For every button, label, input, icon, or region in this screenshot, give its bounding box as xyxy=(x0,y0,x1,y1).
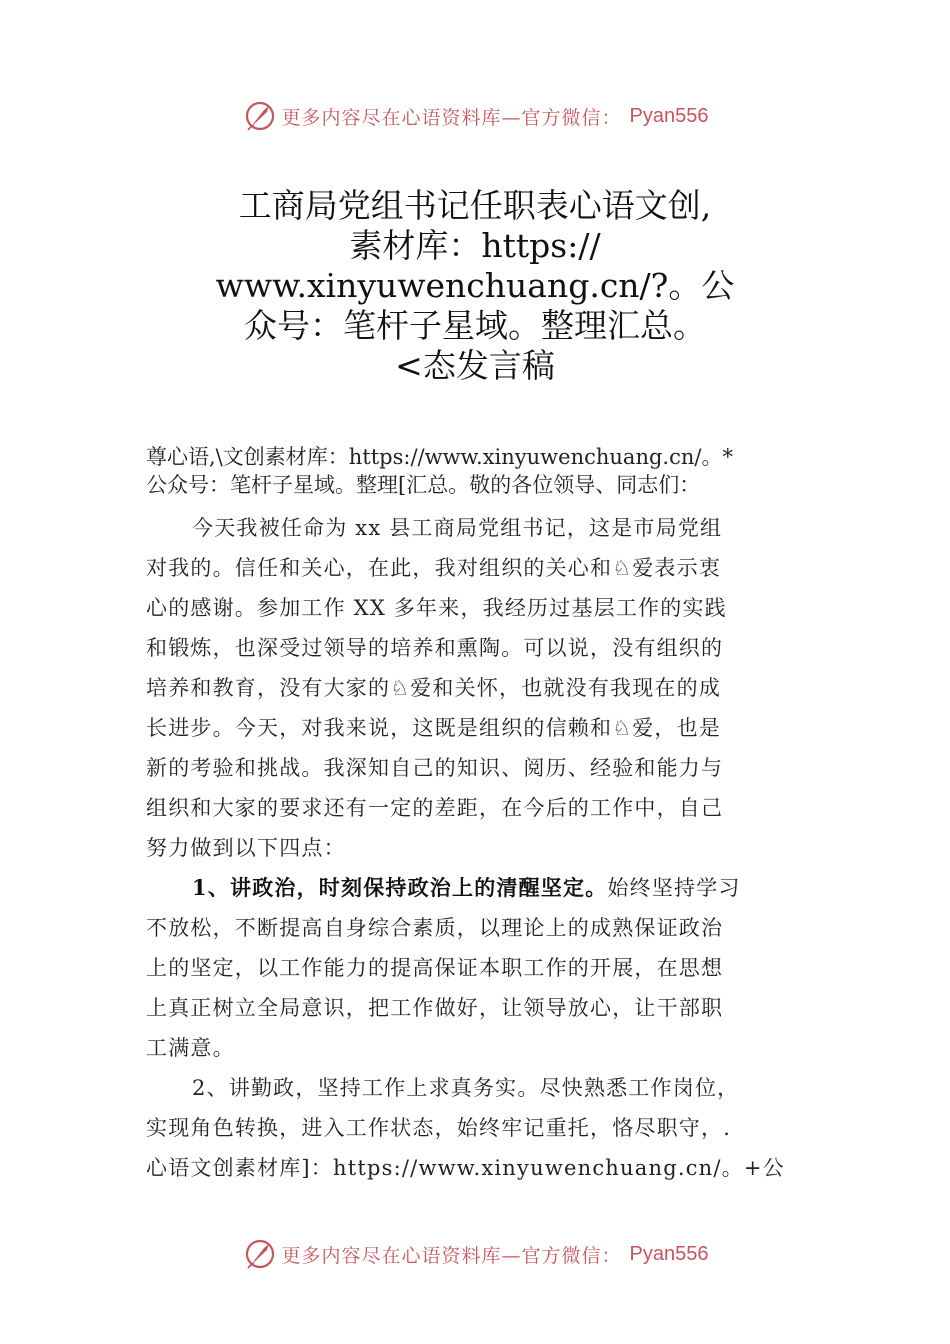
salutation-line: 公众号：笔杆子星域。整理[汇总。敬的各位领导、同志们： xyxy=(146,473,701,497)
paragraph-line: 实现角色转换，进入工作状态，始终牢记重托，恪尽职守，. xyxy=(146,1116,732,1140)
paragraph-3 xyxy=(146,1068,826,1188)
banner-wechat-id: Pyan556 xyxy=(629,1242,709,1265)
title-line: www.xinyuwenchuang.cn/?。公 xyxy=(215,266,735,305)
salutation xyxy=(146,443,826,499)
paragraph-line: 不放松，不断提高自身综合素质，以理论上的成熟保证政治 xyxy=(146,916,724,940)
paragraph-line: 和锻炼，也深受过领导的培养和熏陶。可以说，没有组织的 xyxy=(146,636,724,660)
paragraph-1 xyxy=(146,508,826,868)
paragraph-line: 组织和大家的要求还有一定的差距，在今后的工作中，自己 xyxy=(146,796,724,820)
paragraph-line: 新的考验和挑战。我深知自己的知识、阅历、经验和能力与 xyxy=(146,756,724,780)
paragraph-line: 对我的。信任和关心，在此，我对组织的关心和♘爱表示衷 xyxy=(146,556,722,580)
paragraph-first-line xyxy=(146,868,826,908)
banner-text: 更多内容尽在心语资料库—官方微信： xyxy=(281,1244,622,1267)
footer-banner xyxy=(0,1232,950,1276)
section-heading: 1、讲政治，时刻保持政治上的清醒坚定。 xyxy=(192,875,608,900)
document-title xyxy=(150,186,800,386)
title-line: 素材库：https:// xyxy=(349,226,601,265)
pen-logo-icon xyxy=(242,1236,278,1272)
paragraph-line: 培养和教育，没有大家的♘爱和关怀，也就没有我现在的成 xyxy=(146,676,722,700)
paragraph-line: 工满意。 xyxy=(146,1036,235,1060)
banner-text: 更多内容尽在心语资料库—官方微信： xyxy=(281,106,622,129)
paragraph-line: 今天我被任命为 xx 县工商局党组书记，这是市局党组 xyxy=(192,516,723,540)
paragraph-text: 始终坚持学习 xyxy=(607,876,741,900)
paragraph-line: 心的感谢。参加工作 XX 多年来，我经历过基层工作的实践 xyxy=(146,596,727,620)
title-line: 众号：笔杆子星域。整理汇总。 xyxy=(244,306,706,345)
banner-wechat-id: Pyan556 xyxy=(629,104,709,127)
header-banner xyxy=(0,94,950,138)
paragraph-line: 努力做到以下四点： xyxy=(146,836,346,860)
paragraph-line: 2、讲勤政，坚持工作上求真务实。尽快熟悉工作岗位， xyxy=(192,1076,740,1100)
salutation-line: 尊心语,\文创素材库：https://www.xinyuwenchuang.cn/。* xyxy=(146,445,733,469)
paragraph-line: 上真正树立全局意识，把工作做好，让领导放心，让干部职 xyxy=(146,996,724,1020)
title-line: 工商局党组书记任职表心语文创, xyxy=(238,186,712,225)
paragraph-line: 长进步。今天，对我来说，这既是组织的信赖和♘爱，也是 xyxy=(146,716,722,740)
pen-logo-icon xyxy=(242,98,278,134)
paragraph-line: 心语文创素材库]：https://www.xinyuwenchuang.cn/。+公 xyxy=(146,1156,785,1180)
title-line: <态发言稿 xyxy=(395,346,555,385)
paragraph-2 xyxy=(146,868,826,1068)
paragraph-line: 上的坚定，以工作能力的提高保证本职工作的开展，在思想 xyxy=(146,956,724,980)
